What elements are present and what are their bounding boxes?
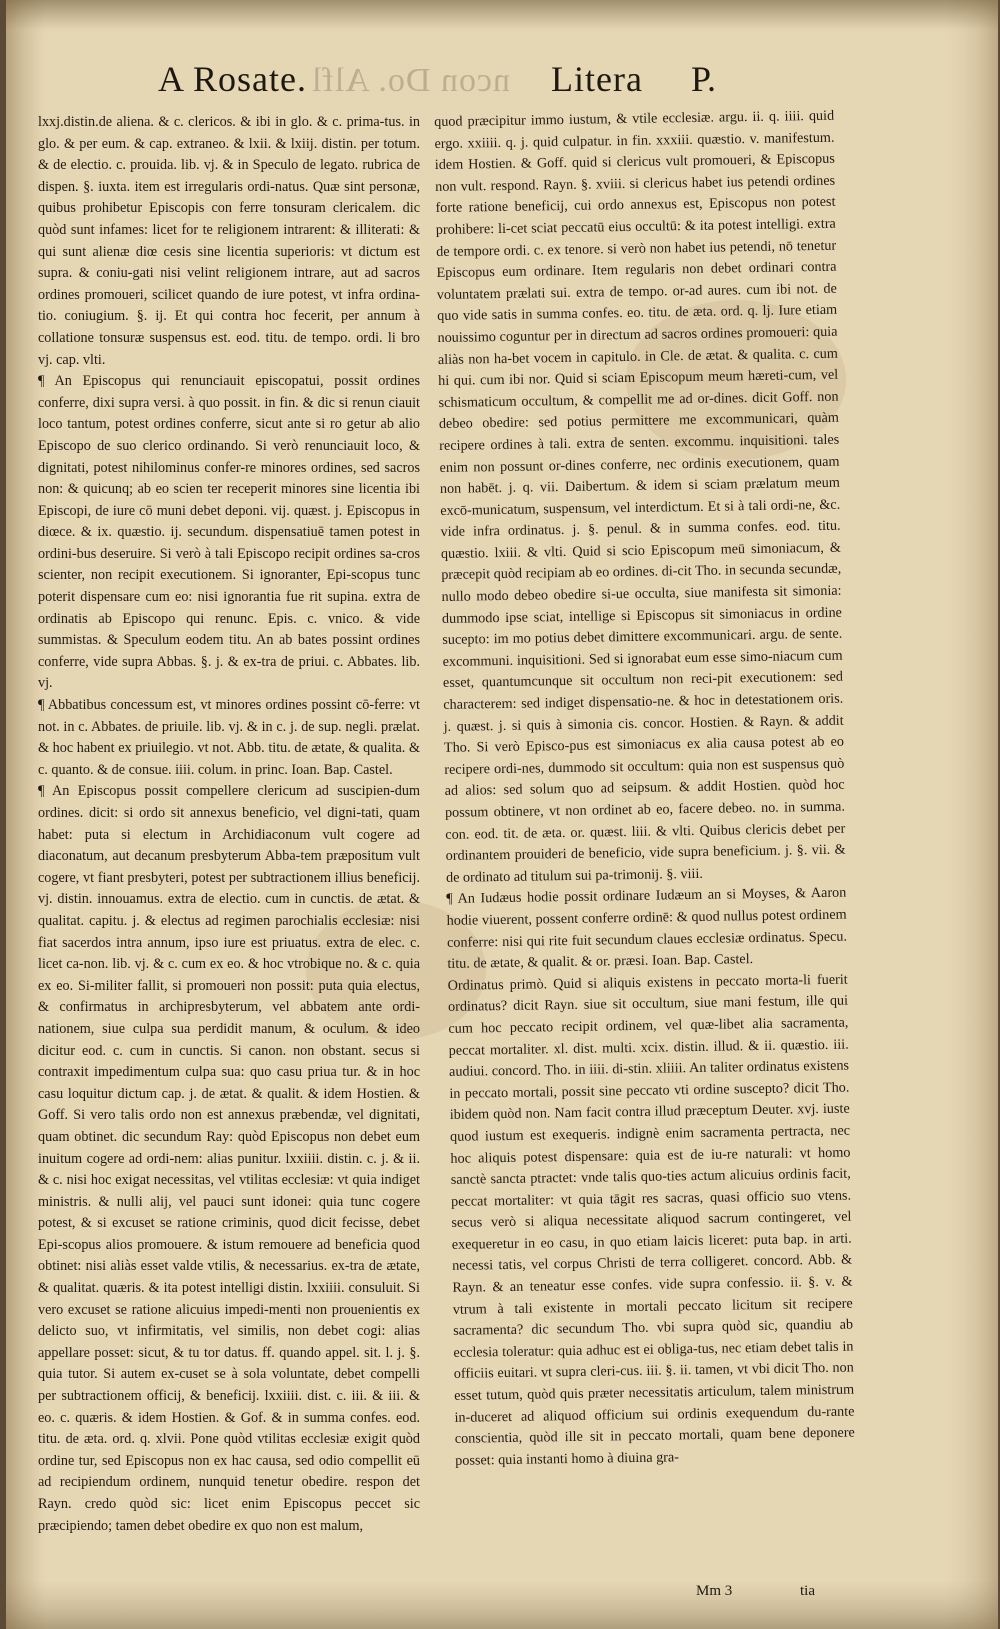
paragraph: ¶ An Iudæus hodie possit ordinare Iudæum an si Moyses, & Aaron hodie viuerent, possent conferre ordinē: & quod nullus potest ordinem conferre: nisi qui rite fuit secundum claues ecclesiæ ordinatus. Specu. titu. de ætate, & qualit. & or. præsi. Ioan. Bap. Castel.	[446, 884, 848, 973]
entry-paragraph: Ordinatus primò. Quid si aliquis existens in peccato morta-li fuerit ordinatus? dicit Rayn. siue sit occultum, siue mani festum, ille qui cum hoc peccato recipit ordinem, vel quæ-libet alia sacramenta, peccat mortaliter. xl. dist. multi. xcix. distin. illud. & ii. quæstio. iii. audiui. concord. Tho. in iiii. di-stin. xliiii. An taliter ordinatus existens in peccato mortali, possit sine peccato vti ordine suscepto? dicit Tho. ibidem quòd non. Nam facit contra illud præceptum Deuter. xvj. iuste quod iustum est exequeris. indignè enim sacramenta pertracta, nec hoc aliquis potest dispensare: quia est de iu-re naturali: vt homo sanctè sancta ptractet: vnde talis quo-ties actum alicuius ordinis facit, peccat mortaliter: vt quia tāgit res sacras, quasi officio suo vtens. secus verò si aliqua necessitate aliquod sacrum contingeret, vel exequeretur in eo casu, in quo etiam laicis liceret: puta bap. in arti. necessi tatis, vel corpus Christi de terra colligeret. concord. Abb. & Rayn. & an teneatur esse confes. vide supra confessio. ii. §. v. & vtrum à tali existente in mortali peccato licitum sit recipere sacramenta? dic secundum Tho. vbi supra quòd sic, quandiu ab ecclesia toleratur: quia adhuc est ei obliga-tus, nec etiam debet talis in officiis euitari. vt supra cleri-cus. iii. §. ii. tamen, vt vbi dicit Tho. non esset tutum, quòd quis præter necessitatis articulum, talem ministrum in-duceret ad aliquod officium sui ordinis exequendum du-rante conscientia, quòd ille sit in peccato mortali, quam bene deponere posset: quia instanti homo à diuina gra-	[447, 971, 855, 1469]
header-section: Litera	[551, 59, 643, 99]
catchword: tia	[800, 1583, 815, 1599]
running-header	[146, 58, 866, 108]
paragraph: ¶ An Episcopus possit compellere clericum ad suscipien-dum ordines. dicit: si ordo sit annexus beneficio, vel digni-tati, quam habet: puta si electum in Archidiaconum vult cogere ad diaconatum, aut decanum presbyterum Abba-tem præpositum vult cogere, vt fiant presbyteri, potest per subtractionem illius beneficij. vj. distin. innouamus. extra de electio. cum in cunctis. de ætat. & qualitat. capitu. j. & electus ad regimen parochialis ecclesiæ: nisi fiat sacerdos intra annum, ipso iure est priuatus. extra de elec. c. licet ca-non. lib. vj. & c. cum ex eo. & hoc vtrobique no. & c. quia ex eo. Si-militer fallit, si promoueri non possit: puta quia electus, & confirmatus in archipresbyterum, vel abbatem ante ordi-nationem, siue culpa sua perdidit manum, & oculum. & ideo dicitur eod. c. cum in cunctis. Si canon. non obstant. secus si contraxit impedimentum culpa sua: quo casu priua tur. & in hoc casu loquitur dictum cap. j. de ætat. & qualit. & idem Hostien. & Goff. Si vero talis ordo non est annexus præbendæ, vel dignitati, quam obtinet. dic secundum Ray: quòd Episcopus non debet eum inuitum cogere ad ordi-nem: alias punitur. lxxiiii. distin. c. j. & ii. & c. nisi hoc exigat necessitas, vel vtilitas ecclesiæ: vt quia indiget ministris. & nulli alij, vel pauci sunt idonei: quia tunc cogere potest, & si excuset se ratione criminis, quod dicit fecisse, debet Epi-scopus alios promouere. & istum remouere ad beneficia quod obtinet: nisi aliàs esset valde vtilis, & necessarius. ex-tra de ætate, & qualitat. quæris. & ita potest intelligi distin. lxxiiii. consuluit. Si vero excuset se ratione alicuius impedi-menti non prouenientis ex delicto suo, vt infirmitatis, vel similis, non debet cogi: alias appellare posset: sicut, & tu tor datus. ff. quando appel. sit. l. j. §. quia tutor. Si autem ex-cuset se à sola voluntate, debet compelli per subtractionem officij, & beneficij. lxxiiii. dist. c. iii. & iii. & eo. c. quæris. & idem Hostien. & Gof. & in summa confes. eod. titu. de æta. ord. q. xlvii. Pone quòd vtilitas ecclesiæ exigit quòd ordine tur, sed Episcopus non ex hac causa, sed odio compellit eū ad recipiendum ordinem, nunquid tenetur obedire. respon det Rayn. credo quòd sic: licet enim Episcopus peccet sic præcipiendo; tamen debet obedire ex quo non est malum,	[38, 783, 420, 1534]
header-author: A Rosate.	[158, 59, 307, 99]
header-letter: P.	[691, 59, 717, 99]
left-column	[38, 112, 420, 1537]
paragraph: ¶ Abbatibus concessum est, vt minores ordines possint cō-ferre: vt not. in c. Abbates. de priuile. lib. vj. & in c. j. de sup. negli. prælat. & hoc habent ex priuilegio. vt not. Abb. titu. de ætate, & qualita. & c. quanto. & de consue. iiii. colum. in princ. Ioan. Bap. Castel.	[38, 697, 420, 778]
right-column	[434, 106, 855, 1473]
paragraph: ¶ An Episcopus qui renunciauit episcopatui, possit ordines conferre, dixi supra versi. à quo possit. in fin. & dic si renun ciauit loco tantum, potest ordines conferre, sicut ante si ro getur ab alio Episcopo de suo clerico ordinando. Si verò renunciauit loco, & dignitati, potest nihilominus confer-re minores ordines, sed sacros non: & quicunq; ab eo scien ter receperit minores sine licentia ibi Episcopi, de iure cō muni debet deponi. vij. quæst. j. Episcopus in diœce. & ix. quæstio. ij. secundum. dispensatiuē tamen potest in ordini-bus deseruire. Si verò à tali Episcopo recipit ordines sa-cros scienter, non recipit executionem. Si ignoranter, Epi-scopus tunc poterit dispensare cum eo: nisi ignorantia fue rit supina. extra de ordinatis ab Episcopo qui renunc. Epis. c. vnico. & vide summistas. & Speculum eodem titu. An ab bates possint ordines conferre, vide supra Abbas. §. j. & ex-tra de priui. c. Abbates. lib. vj.	[38, 373, 420, 692]
book-page	[6, 0, 998, 1629]
header-bleed-through: ncon Do. Alfl	[311, 62, 511, 99]
paragraph: lxxj.distin.de aliena. & c. clericos. & ibi in glo. & c. prima-tus. in glo. & per eum. & cap. extraneo. & lxii. & lxiij. distin. per totum. & de electio. c. prouida. lib. vj. & in Speculo de legato. rubrica de dispen. §. iuxta. item est irregularis ordi-natus. Quæ sint personæ, quibus prohibetur Episcopis con ferre tonsuram clericalem. dic quòd sunt infames: licet for te religionem intrarent: & illiterati: & qui sunt alienæ diœ cesis sine licentia superioris: vt dictum est supra. & coniu-gati nisi velint religionem intrare, aut ad sacros ordines promoueri, scilicet quando de iure potest, vt infra ordina-tio. coniugium. §. ij. Et qui contra hoc fecerit, per annum à collatione tonsuræ suspensus est. eod. titu. de tempo. ordi. li bro vj. cap. vlti.	[38, 114, 420, 368]
signature-mark: Mm 3	[696, 1583, 733, 1599]
paragraph: quod præcipitur immo iustum, & vtile ecclesiæ. argu. ii. q. iiii. quid ergo. xxiiii. q. j. quid culpatur. in fin. xxxiii. quæstio. v. manifestum. idem Hostien. & Goff. quid si clericus vult promoueri, & Episcopus non vult. respond. Rayn. §. xviii. si clericus habet ius petendi ordines forte ratione beneficij, cui ordo annexus est, Episcopus non potest prohibere: li-cet sciat peccatū eius occultū: & ita potest intelligi. extra de tempore ordi. c. ex tenore. si verò non habet ius petendi, nō tenetur Episcopus eum ordinare. Item regularis non debet ordinari contra voluntatem prælati sui. extra de tempo. or-ad aures. cum ibi not. de quo vide satis in summa confes. eo. titu. de æta. ord. q. lj. Iure etiam nouissimo coguntur per in directum ad sacros ordines promoueri: quia aliàs non ha-bet vocem in capitulo. in Cle. de ætat. & qualita. c. cum hi qui. cum ibi nor. Quid si sciam Episcopum meum hæreti-cum, vel schismaticum occultum, & compellit me ad or-dines. dicit Goff. non debeo obedire: sed potius permittere me excommunicari, quàm recipere ordines à tali. extra de senten. excommu. inquisitioni. tales enim non possunt or-dines conferre, nec ordinis executionem, quam non habēt. j. q. vii. Daibertum. & idem si sciam prælatum meum excō-municatum, suspensum, vel interdictum. Et si à tali ordi-ne, &c. vide infra ordinatus. j. §. penul. & in summa confes. eod. titu. quæstio. lxiii. & vlti. Quid si scio Episcopum meū simoniacum, & præcepit quòd recipiam ab eo ordines. di-cit Tho. in secunda secundæ, nullo modo debeo obedire si-ue occulta, siue manifesta sit simonia: dummodo ipse sciat, intellige si Episcopus sit simoniacus in ordine sucepto: im mo potius debet dimittere excommunicari. argu. de sente. excommuni. inquisitioni. Sed si ignorabat eum esse simo-niacum cum esset, quantumcunque sit occultum non reci-pit executionem: sed characterem: sed indiget dispensatio-ne. & hoc in detestationem oris. j. quæst. j. si quis à simonia cis. concor. Hostien. & Rayn. & addit Tho. Si verò Episco-pus est simoniacus ex alia causa potest ab eo recipere ordi-nes, dummodo sit occultum: quia non est suspensus quò ad alios: sed solum quo ad seipsum. & addit Hostien. quòd hoc possum obtinere, vt non ordinet ab eo, facere debeo. no. in summa. con. eod. tit. de æta. or. quæst. liii. & vlti. Quibus clericis debet per ordinantem prouideri de beneficio, vide supra beneficium. j. §. vii. & de ordinato ad titulum sui pa-trimonij. §. viii.	[434, 107, 846, 886]
